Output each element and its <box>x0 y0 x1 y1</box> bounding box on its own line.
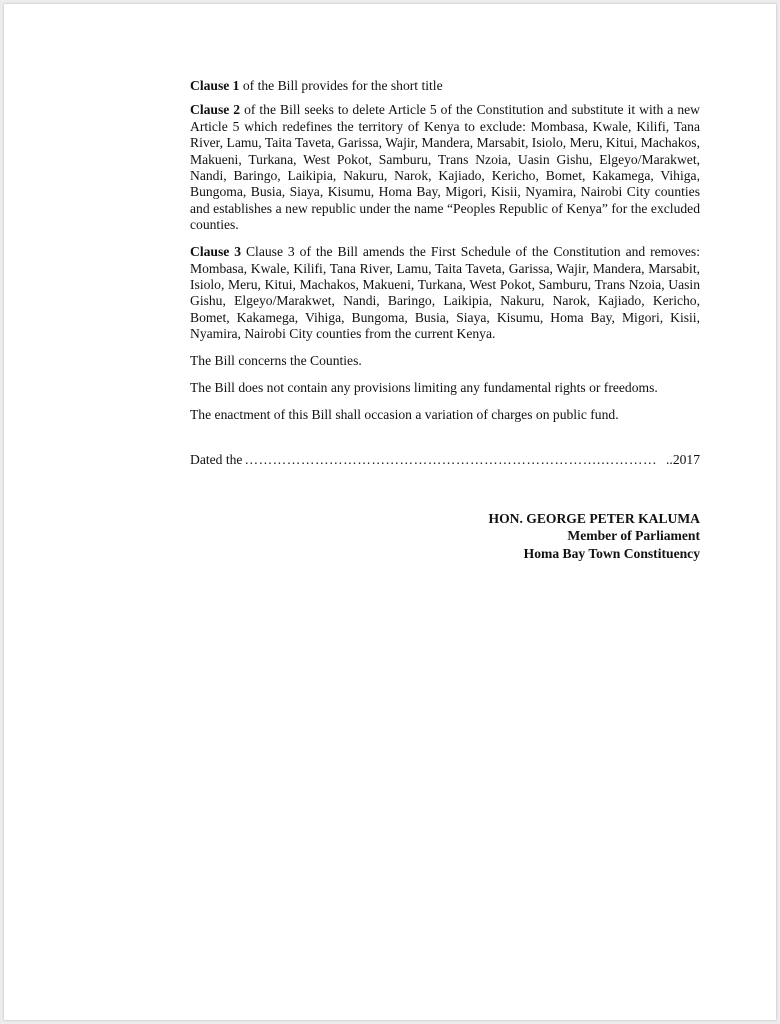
clause-2-heading: Clause 2 <box>190 102 241 118</box>
dated-dots: ………………………………………………………………….………… <box>244 452 658 468</box>
signatory-title: Member of Parliament <box>567 528 700 544</box>
clause-1-text: of the Bill provides for the short title <box>239 78 443 93</box>
clause-2-text: of the Bill seeks to delete Article 5 of the Constitution and substitute it with a new Article 5 which redefines the territory of Kenya to exclude: Mombasa, Kwale, Kilifi, Tana River, Lamu, Taita Taveta, Garissa, Wajir, Mandera, Marsabit, Isiolo, Meru, Kitui, Machakos, Makueni, Turkana, West Pokot, Samburu, Trans Nzoia, Uasin Gishu, Elgeyo/Marakwet, Nandi, Baringo, Laikipia, Nakuru, Narok, Kajiado, Kericho, Bomet, Kakamega, Vihiga, Bungoma, Busia, Siaya, Kisumu, Homa Bay, Migori, Kisii, Nyamira, Nairobi City counties and establishes a new republic under the name “Peoples Republic of Kenya” for the excluded counties. <box>190 102 700 233</box>
clause-3-heading: Clause 3 <box>190 244 242 260</box>
signatory-constituency: Homa Bay Town Constituency <box>523 545 700 561</box>
dated-label: Dated the <box>190 452 243 468</box>
charges-statement: The enactment of this Bill shall occasion a variation of charges on public fund. <box>190 406 619 422</box>
rights-statement: The Bill does not contain any provisions limiting any fundamental rights or freedoms. <box>190 380 658 395</box>
counties-statement: The Bill concerns the Counties. <box>190 353 362 369</box>
document-body <box>190 78 700 562</box>
clause-3-text: Clause 3 of the Bill amends the First Schedule of the Constitution and removes: Mombasa, Kwale, Kilifi, Tana River, Lamu, Taita Taveta, Garissa, Wajir, Mandera, Marsabit, Isiolo, Meru, Kitui, Machakos, Makueni, Turkana, West Pokot, Samburu, Trans Nzoia, Uasin Gishu, Elgeyo/Marakwet, Nandi, Baringo, Laikipia, Nakuru, Narok, Kajiado, Kericho, Bomet, Kakamega, Vihiga, Bungoma, Busia, Siaya, Kisumu, Homa Bay, Migori, Kisii, Nyamira, Nairobi City counties from the current Kenya. <box>190 244 700 342</box>
clause-1-paragraph <box>190 78 700 94</box>
dated-line <box>190 452 700 468</box>
clause-2-paragraph <box>190 102 700 233</box>
dated-year: ..2017 <box>666 452 700 468</box>
signatory-name: HON. GEORGE PETER KALUMA <box>488 510 700 526</box>
clause-3-paragraph <box>190 244 700 342</box>
clause-1-heading: Clause 1 <box>190 78 240 93</box>
signature-block <box>190 510 700 563</box>
document-page <box>4 4 776 1020</box>
